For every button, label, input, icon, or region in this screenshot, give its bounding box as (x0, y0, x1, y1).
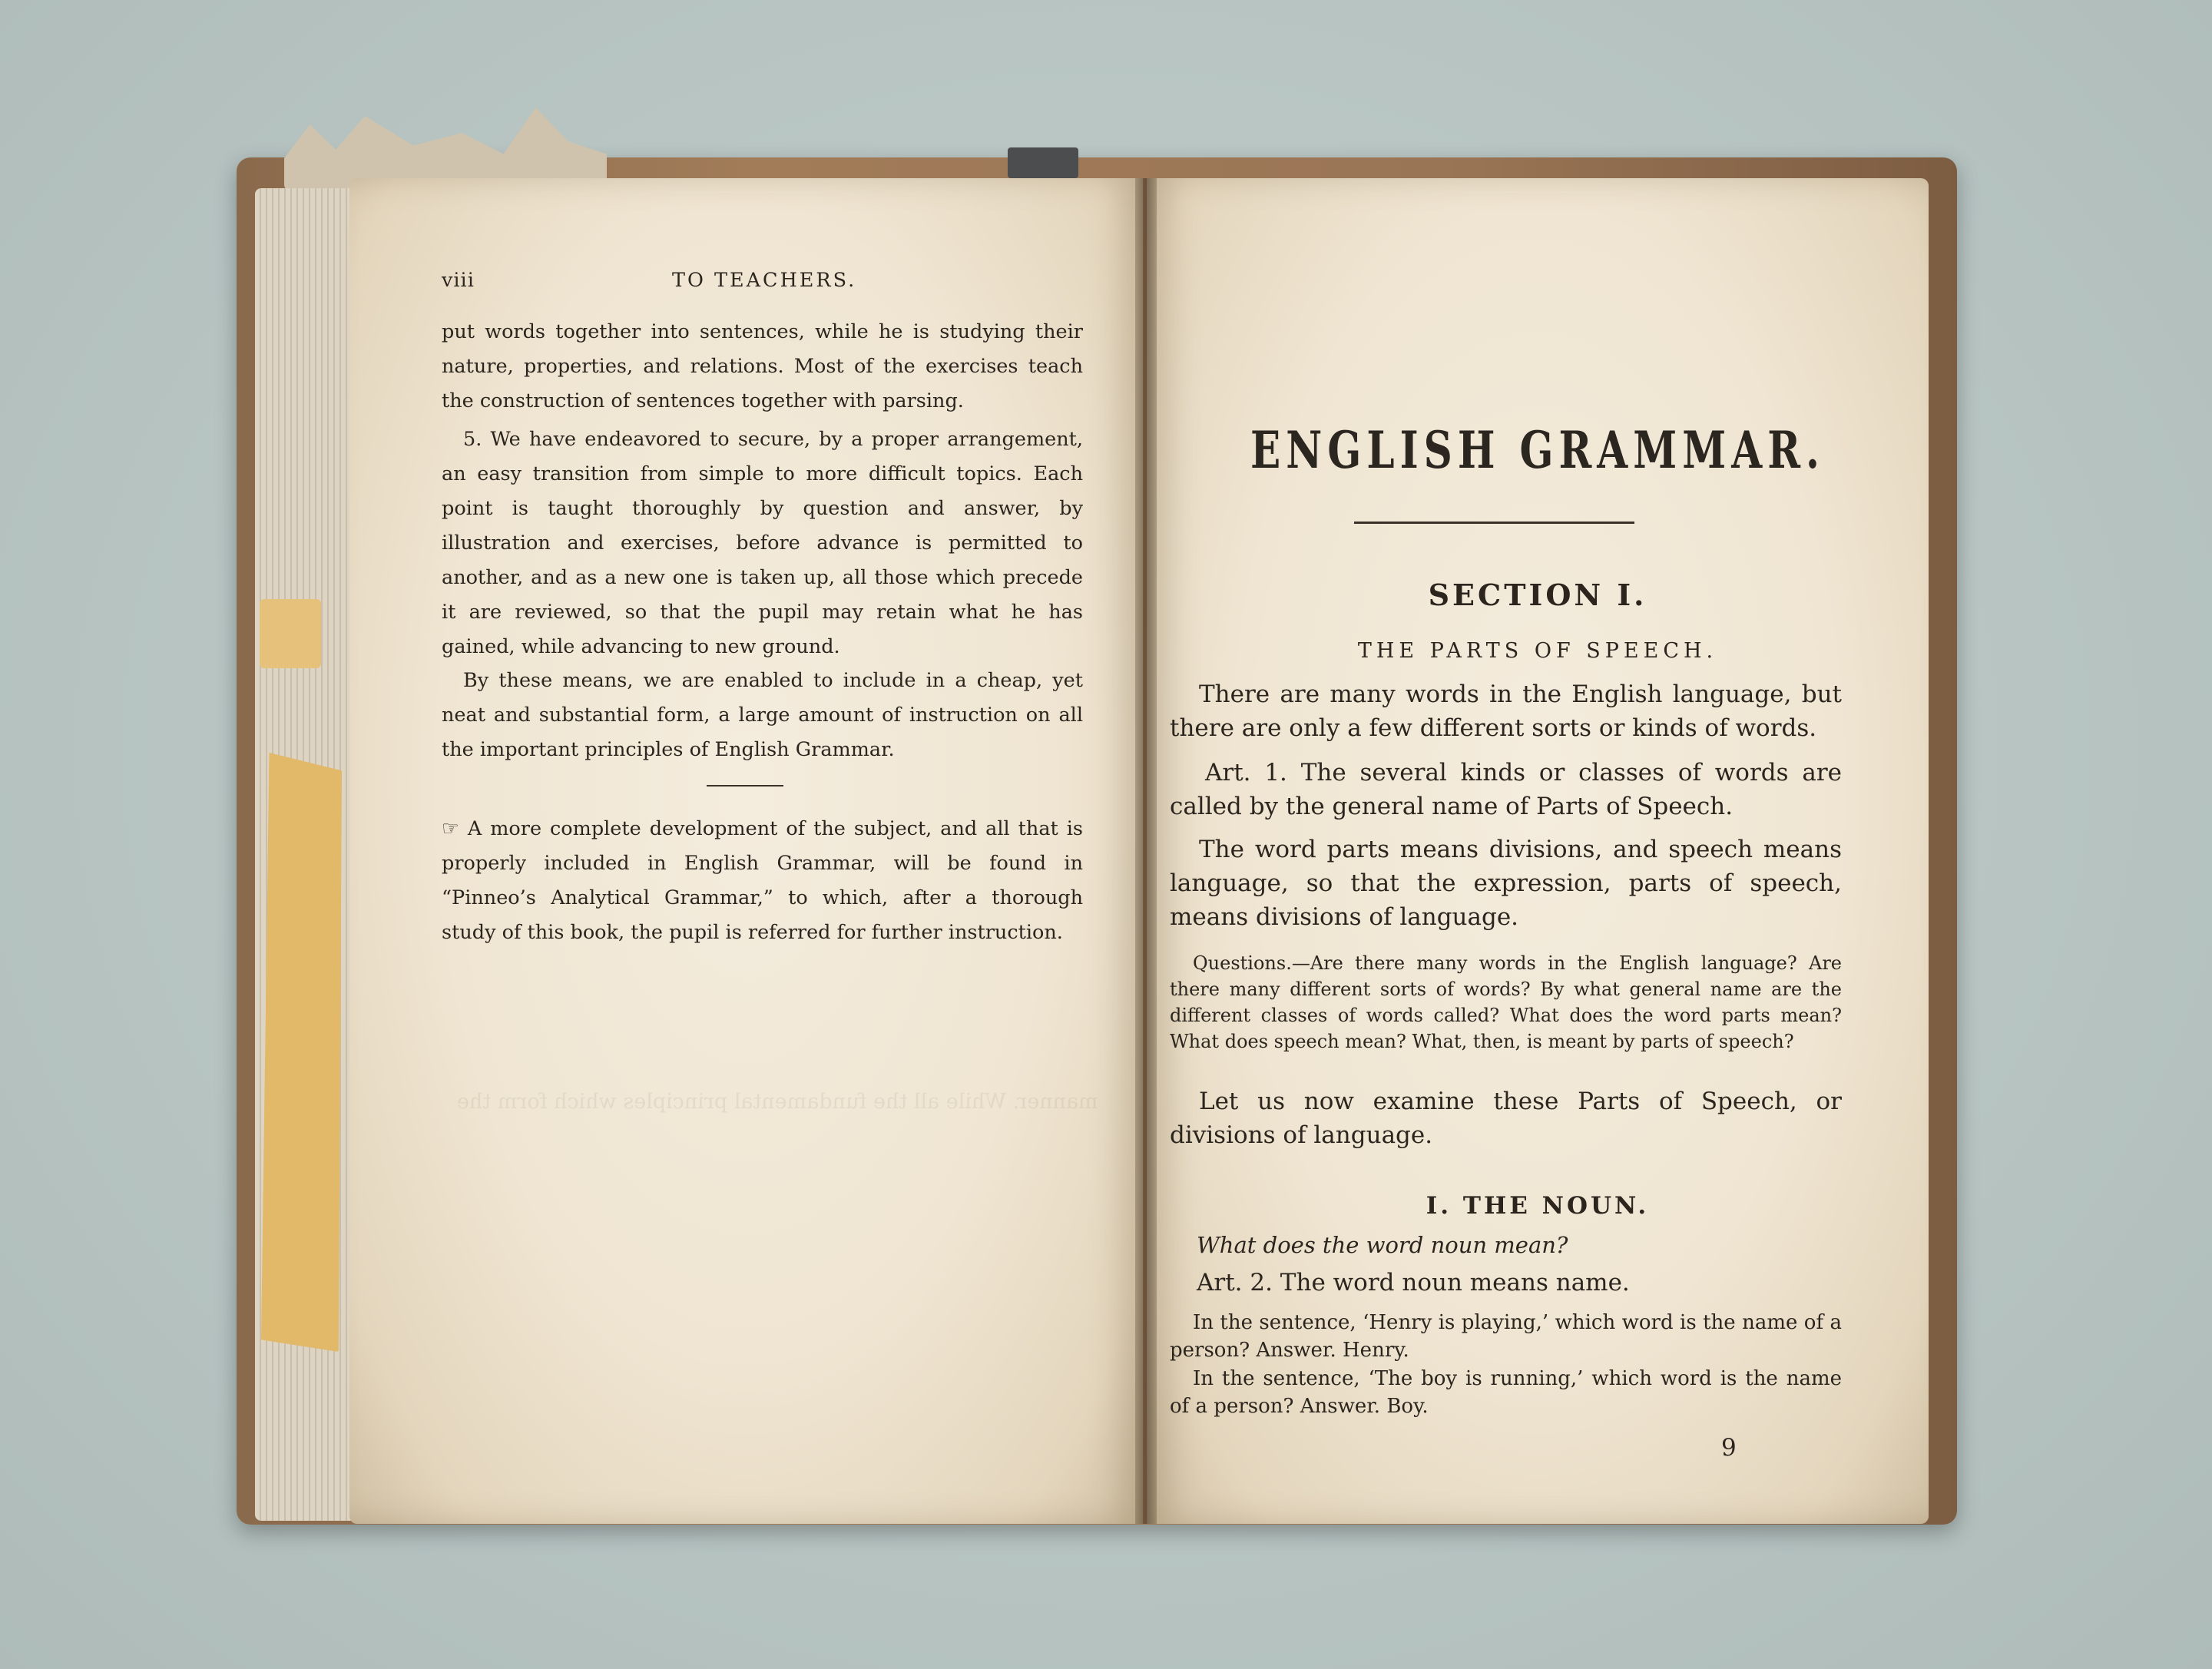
noun-question: What does the word noun mean? (1197, 1232, 1568, 1258)
examine-paragraph: Let us now examine these Parts of Speech, or divisions of language. (1170, 1088, 1842, 1149)
example-2: In the sentence, ‘The boy is running,’ which word is the name of a person? Answer. Boy. (1170, 1367, 1842, 1418)
article-1: Art. 1. The several kinds or classes of words are called by the general name of Parts of Speech. (1170, 759, 1842, 820)
left-note (442, 812, 1083, 950)
left-page-number: viii (442, 269, 475, 292)
title-rule (1354, 522, 1634, 524)
left-running-title: TO TEACHERS. (672, 269, 857, 292)
left-paragraph-3: By these means, we are enabled to include in a cheap, yet neat and substantial form, a large amount of instruction on all the important principles of English Grammar. (442, 669, 1083, 761)
noun-heading: I. THE NOUN. (1426, 1192, 1650, 1220)
left-paragraph-1: put words together into sentences, while he is studying their nature, properties, and relations. Most of the exercises teach the construction of sentences together with parsing. (442, 320, 1083, 412)
spine-clip (1008, 147, 1078, 178)
left-page (349, 178, 1143, 1524)
left-paragraph-2: 5. We have endeavored to secure, by a proper arrangement, an easy transition from simple to more difficult topics. Each point is taught thoroughly by question and answer, by illustration and exercises, before advance is permitted to another, and as a new one is taken up, all those which precede it are reviewed, so that the pupil may retain what he has gained, while advancing to new ground. (442, 428, 1083, 658)
left-divider (707, 785, 783, 786)
bleed-through-text: manner. While all the fundamental principles which form the (457, 1090, 1098, 1114)
questions-block: Questions.—Are there many words in the English language? Are there many different sorts of words? By what general name are the different classes of words called? What does the word parts mean? What does speech mean? What, then, is meant by parts of speech? (1170, 952, 1842, 1052)
parts-definition: The word parts means divisions, and speech means language, so that the expression, parts of speech, means divisions of language. (1170, 836, 1842, 931)
paper-stain-upper (260, 599, 321, 668)
subsection-heading: THE PARTS OF SPEECH. (1357, 639, 1718, 663)
right-page (1147, 178, 1929, 1524)
book-gutter (1135, 178, 1157, 1524)
section-heading: SECTION I. (1428, 578, 1647, 612)
book-title: ENGLISH GRAMMAR. (1250, 420, 1825, 480)
left-running-head (442, 269, 1051, 300)
intro-paragraph: There are many words in the English language, but there are only a few different sorts or kinds of words. (1170, 681, 1842, 742)
example-1: In the sentence, ‘Henry is playing,’ which word is the name of a person? Answer. Henry. (1170, 1311, 1842, 1362)
pointing-hand-icon: ☞ (442, 817, 459, 840)
paper-stain (261, 753, 342, 1352)
article-2: Art. 2. The word noun means name. (1197, 1269, 1630, 1296)
right-page-number: 9 (1721, 1434, 1737, 1462)
left-note-text: A more complete development of the subject, and all that is properly included in English Grammar, will be found in “Pinneo’s Analytical Grammar,” to which, after a thorough study of this book, the pupil is referred for further instruction. (442, 817, 1083, 944)
